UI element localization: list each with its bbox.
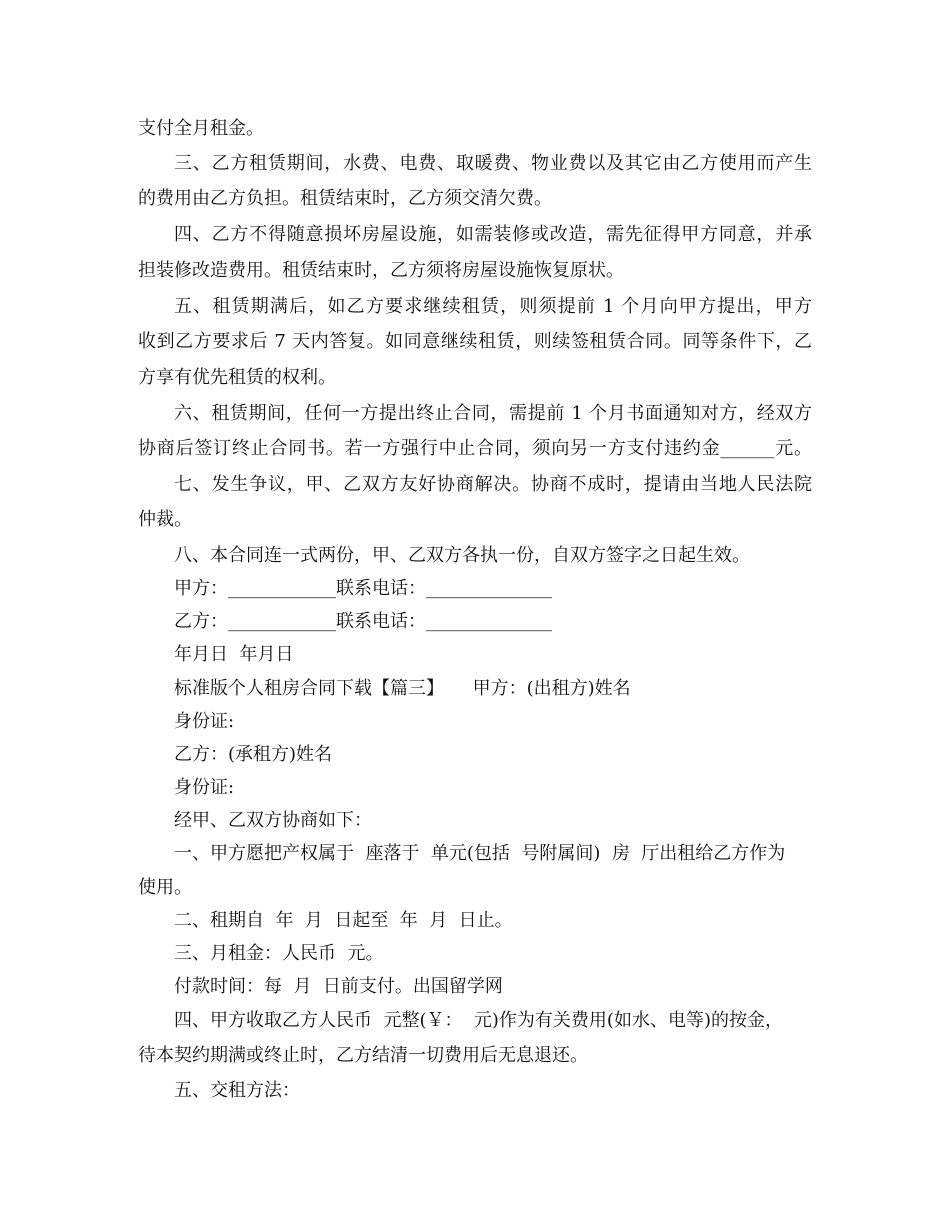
signature-line-party-a: 甲方：____________联系电话：______________ <box>174 578 552 599</box>
text-line: 的费用由乙方负担。租赁结束时，乙方须交清欠费。 <box>138 188 552 209</box>
text-line: 方享有优先租赁的权利。 <box>138 367 336 388</box>
text-line: 乙方：(承租方)姓名 <box>174 744 333 765</box>
text-line: 二、租期自 年 月 日起至 年 月 日止。 <box>174 910 513 931</box>
date-line: 年月日 年月日 <box>174 644 294 665</box>
text-line: 三、月租金：人民币 元。 <box>174 943 384 964</box>
section-heading: 标准版个人租房合同下载【篇三】 甲方：(出租方)姓名 <box>174 678 631 699</box>
text-line: 身份证: <box>174 777 235 798</box>
text-line: 七、发生争议，甲、乙双方友好协商解决。协商不成时，提请由当地人民法院 <box>174 474 812 495</box>
signature-line-party-b: 乙方：____________联系电话：______________ <box>174 611 552 632</box>
text-line: 一、甲方愿把产权属于 座落于 单元(包括 号附属间) 房 厅出租给乙方作为 <box>174 843 786 864</box>
text-line: 经甲、乙双方协商如下： <box>174 810 372 831</box>
text-line: 担装修改造费用。租赁结束时，乙方须将房屋设施恢复原状。 <box>138 260 624 281</box>
text-line: 三、乙方租赁期间，水费、电费、取暖费、物业费以及其它由乙方使用而产生 <box>174 153 812 174</box>
text-line: 付款时间：每 月 日前支付。出国留学网 <box>174 976 503 997</box>
text-line: 六、租赁期间，任何一方提出终止合同，需提前 1 个月书面通知对方，经双方 <box>174 403 812 424</box>
text-line: 仲裁。 <box>138 509 192 530</box>
text-line: 四、甲方收取乙方人民币 元整(￥： 元)作为有关费用(如水、电等)的按金， <box>174 1010 783 1031</box>
text-line: 待本契约期满或终止时，乙方结清一切费用后无息退还。 <box>138 1045 588 1066</box>
text-line: 收到乙方要求后 7 天内答复。如同意继续租赁，则续签租赁合同。同等条件下，乙 <box>138 331 812 352</box>
text-line: 支付全月租金。 <box>138 118 264 139</box>
text-line: 八、本合同连一式两份，甲、乙双方各执一份，自双方签字之日起生效。 <box>174 545 750 566</box>
text-line: 五、交租方法： <box>174 1080 300 1101</box>
text-line: 四、乙方不得随意损坏房屋设施，如需装修或改造，需先征得甲方同意，并承 <box>174 224 812 245</box>
text-line: 协商后签订终止合同书。若一方强行中止合同，须向另一方支付违约金______元。 <box>138 438 812 459</box>
text-line: 使用。 <box>138 877 192 898</box>
text-line: 身份证: <box>174 711 235 732</box>
text-line: 五、租赁期满后，如乙方要求继续租赁，则须提前 1 个月向甲方提出，甲方 <box>174 296 812 317</box>
